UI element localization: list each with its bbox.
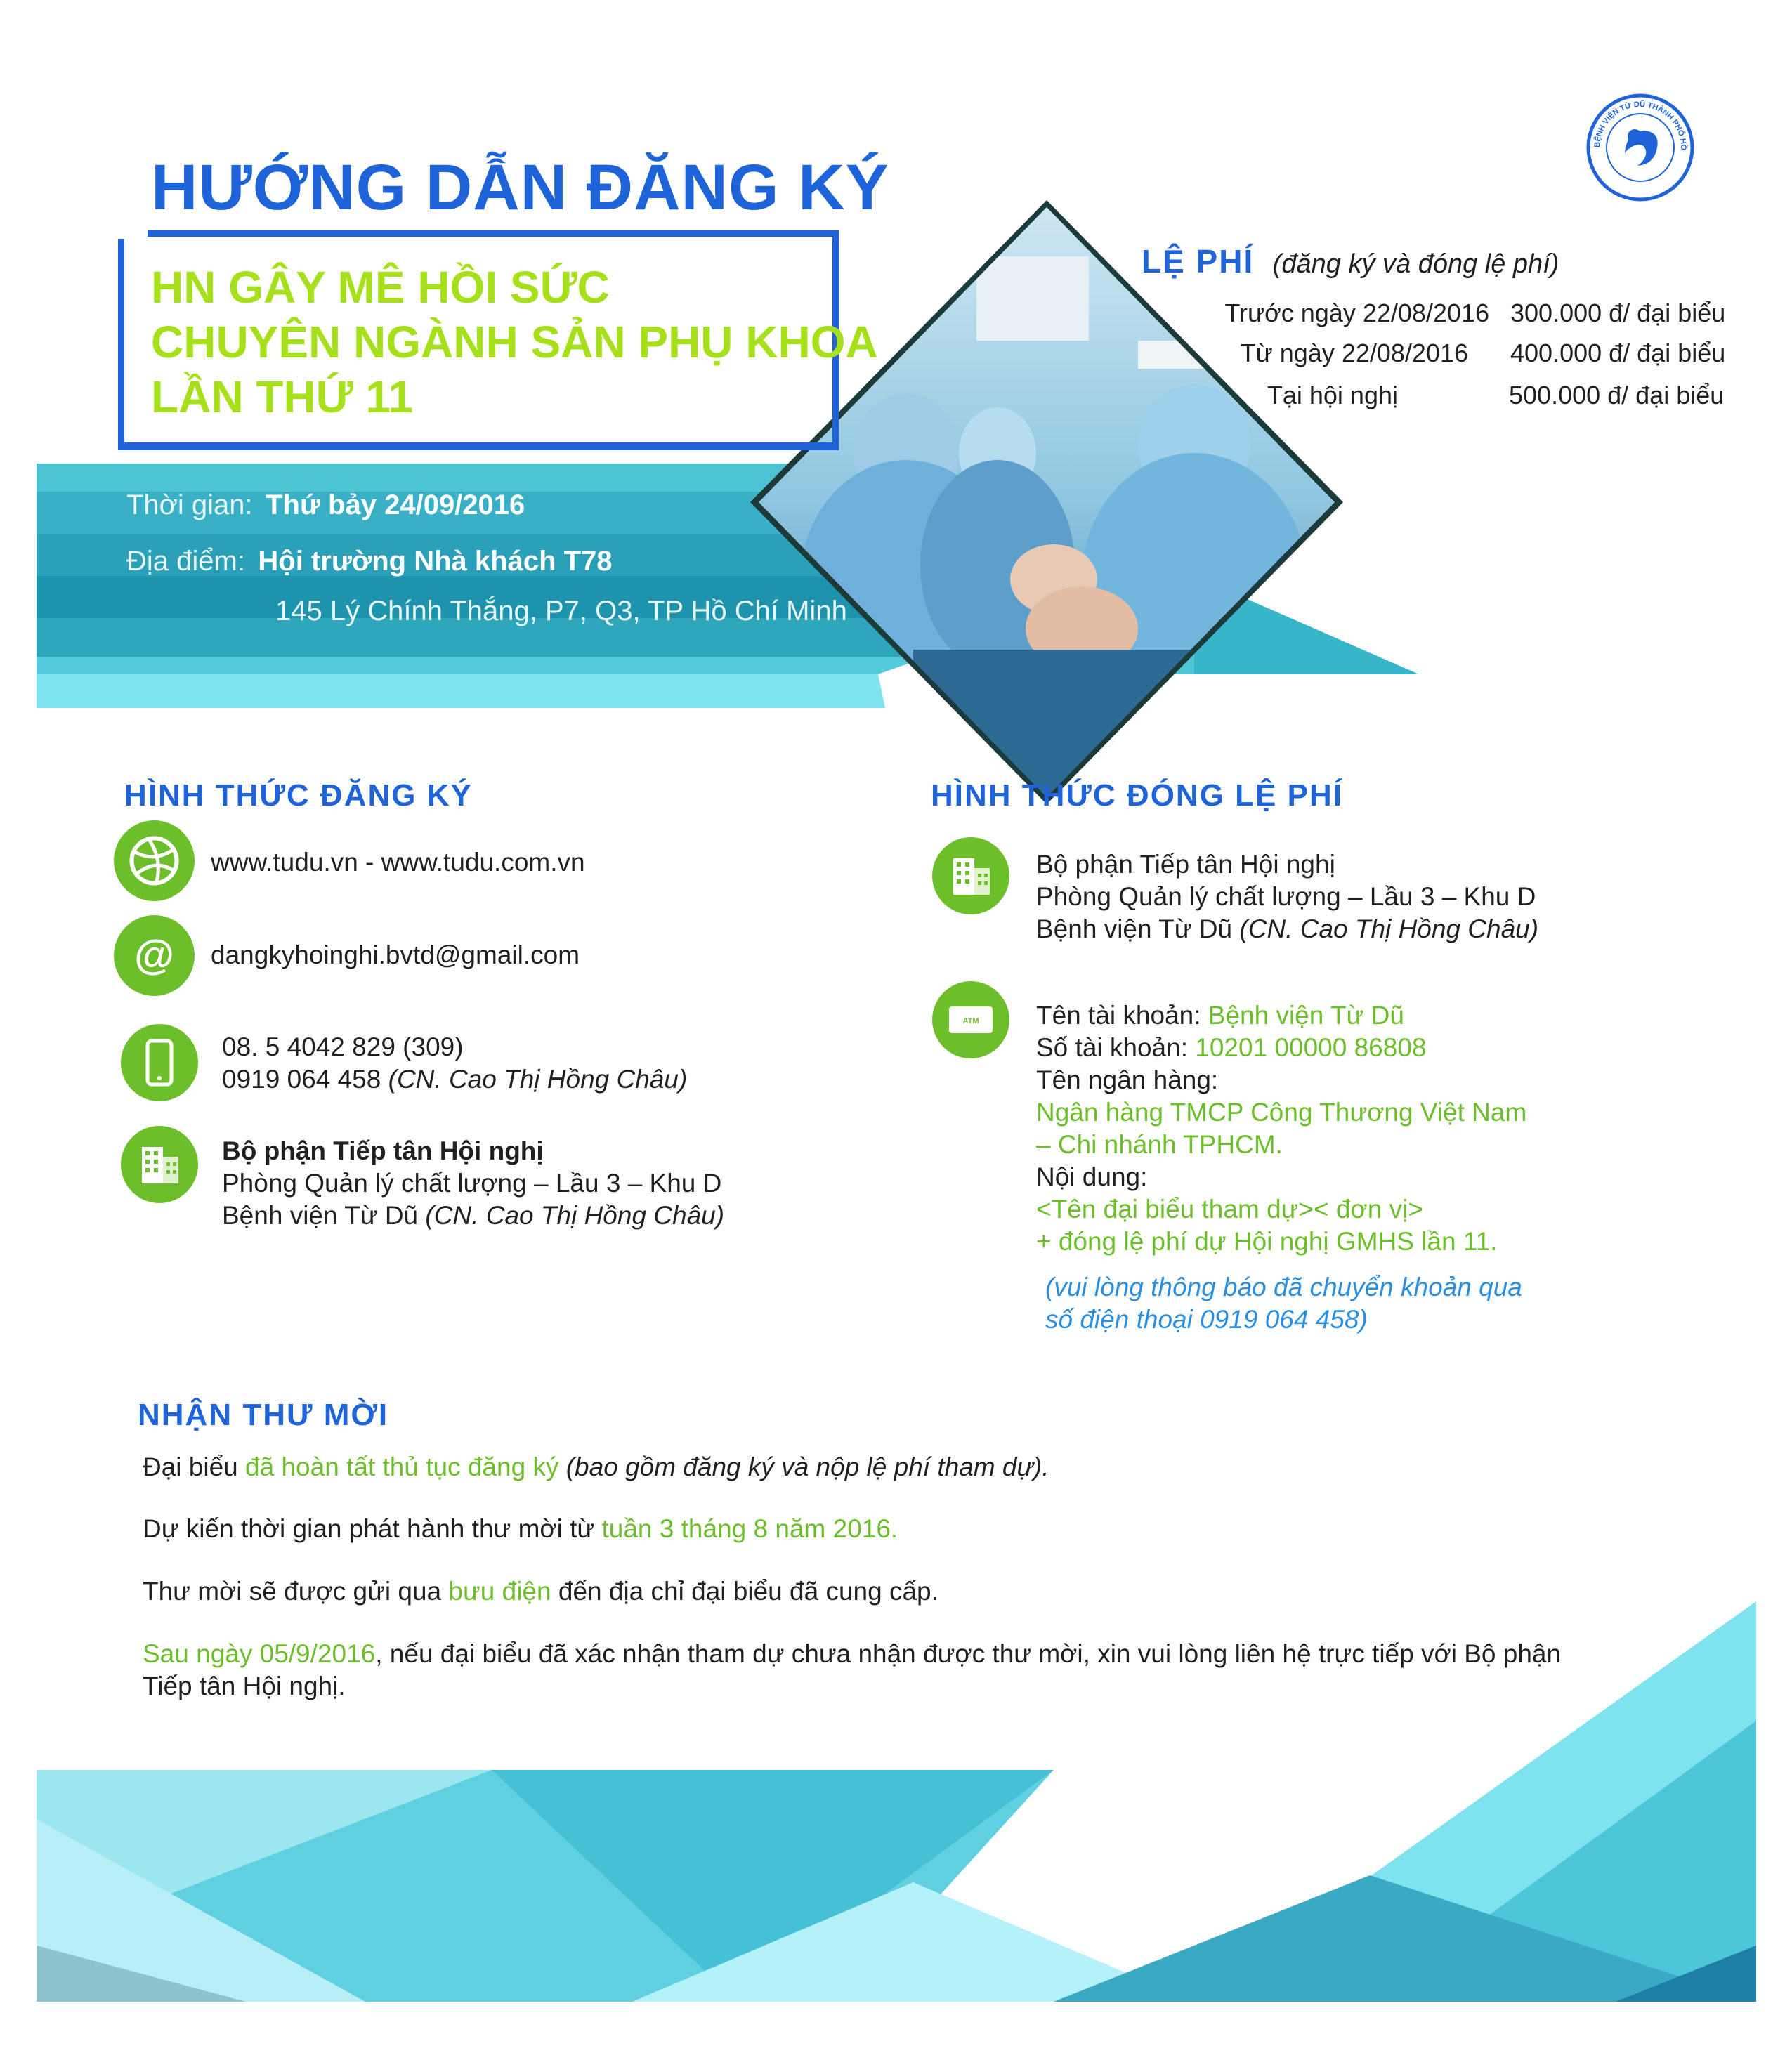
invitation-paragraph-4 [143,1638,1561,1670]
atm-card-icon [932,981,1009,1058]
at-icon [114,915,195,996]
fee-row [1194,381,1398,410]
fee-row [1194,298,1489,328]
website-text[interactable]: www.tudu.vn - www.tudu.com.vn [211,848,585,877]
content-label: Nội dung: [1036,1162,1148,1191]
invitation-paragraph-2 [143,1513,898,1545]
fee-title: LỆ PHÍ [1142,243,1255,280]
account-number-label: Số tài khoản: [1036,1033,1188,1062]
fee-row-label: Tại hội nghị [1267,381,1398,409]
event-place [126,546,613,577]
invitation-paragraph-3 [143,1575,938,1608]
bank-name-line-1: Ngân hàng TMCP Công Thương Việt Nam [1036,1098,1527,1127]
fee-row-amount: 500.000 đ/ đại biểu [1509,381,1725,409]
event-address: 145 Lý Chính Thắng, P7, Q3, TP Hồ Chí Minh [275,596,847,626]
building-icon [932,837,1009,914]
fee-note: (đăng ký và đóng lệ phí) [1272,249,1559,279]
p2-highlight: tuần 3 tháng 8 năm 2016. [601,1514,898,1543]
office-contact: (CN. Cao Thị Hồng Châu) [425,1201,725,1230]
logo-lettering: BỆNH VIỆN TỪ DŨ THÀNH PHỐ HỒ [1592,100,1688,151]
email-text[interactable]: dangkyhoinghi.bvtd@gmail.com [211,940,580,969]
phone-contact: (CN. Cao Thị Hồng Châu) [388,1065,688,1094]
pay-office-line-1: Bộ phận Tiếp tân Hội nghị [1036,850,1335,879]
registration-heading: HÌNH THỨC ĐĂNG KÝ [124,778,473,813]
p1-highlight: đã hoàn tất thủ tục đăng ký [245,1452,559,1481]
event-box-gap [112,226,148,239]
account-number-value: 10201 00000 86808 [1195,1033,1427,1062]
p3-text-a: Thư mời sẽ được gửi qua [143,1577,442,1606]
bank-label: Tên ngân hàng: [1036,1065,1219,1094]
invitation-paragraph-1 [143,1451,1049,1483]
event-title-line-2: CHUYÊN NGÀNH SẢN PHỤ KHOA [151,317,878,367]
time-value: Thứ bảy 24/09/2016 [266,490,525,520]
event-title-line-3: LẦN THỨ 11 [151,372,414,422]
account-name-value: Bệnh viện Từ Dũ [1208,1001,1404,1030]
p1-note: (bao gồm đăng ký và nộp lệ phí tham dự). [565,1452,1049,1481]
svg-text:@: @ [134,932,174,978]
pay-office-line-3 [1036,913,1538,945]
content-line-2: + đóng lệ phí dự Hội nghị GMHS lần 11. [1036,1227,1498,1256]
fee-heading [1142,242,1559,280]
pay-office-hospital: Bệnh viện Từ Dũ [1036,914,1233,943]
pay-office-contact: (CN. Cao Thị Hồng Châu) [1239,914,1539,943]
page-title: HƯỚNG DẪN ĐĂNG KÝ [151,152,889,223]
office-title: Bộ phận Tiếp tân Hội nghị [222,1136,544,1165]
p1-text-a: Đại biểu [143,1452,238,1481]
fee-row-label: Trước ngày 22/08/2016 [1224,298,1489,327]
office-hospital: Bệnh viện Từ Dũ [222,1201,419,1230]
office-line-3 [222,1200,724,1232]
event-time [126,490,525,521]
content-line-1: <Tên đại biểu tham dự>< đơn vị> [1036,1195,1423,1223]
p2-text-a: Dự kiến thời gian phát hành thư mời từ [143,1514,595,1543]
transfer-notice-line-2: số điện thoại 0919 064 458) [1045,1305,1368,1334]
phone-icon [121,1024,198,1101]
time-label: Thời gian: [126,490,253,520]
account-name-label: Tên tài khoản: [1036,1001,1201,1030]
account-number [1036,1032,1427,1064]
p4-highlight: Sau ngày 05/9/2016 [143,1639,376,1668]
invitation-paragraph-4-line-2: Tiếp tân Hội nghị. [143,1672,346,1700]
event-title-line-1: HN GÂY MÊ HỒI SỨC [151,262,610,313]
p4-text-b: , nếu đại biểu đã xác nhận tham dự chưa nhận được thư mời, xin vui lòng liên hệ trực tiếp với Bộ phận [375,1639,1562,1668]
fee-row [1194,339,1468,368]
payment-heading: HÌNH THỨC ĐÓNG LỆ PHÍ [931,778,1343,813]
fee-row-amount: 400.000 đ/ đại biểu [1510,339,1726,367]
fee-row-label: Từ ngày 22/08/2016 [1240,339,1468,367]
transfer-notice-line-1: (vui lòng thông báo đã chuyển khoản qua [1045,1273,1522,1301]
phone-line-2 [222,1063,687,1096]
pay-office-line-2: Phòng Quản lý chất lượng – Lầu 3 – Khu D [1036,882,1536,911]
account-name [1036,999,1404,1032]
p3-text-c: đến địa chỉ đại biểu đã cung cấp. [558,1577,938,1606]
phone-line-1[interactable]: 08. 5 4042 829 (309) [222,1032,464,1061]
building-icon [121,1126,198,1203]
event-title [151,260,878,424]
place-label: Địa điểm: [126,546,245,577]
globe-icon [114,820,195,901]
invitation-heading: NHẬN THƯ MỜI [138,1398,389,1432]
p3-highlight: bưu điện [448,1577,551,1606]
atm-label: ATM [962,1017,979,1025]
place-value: Hội trường Nhà khách T78 [258,546,613,577]
fee-row-amount: 300.000 đ/ đại biểu [1510,298,1726,327]
bank-name-line-2: – Chi nhánh TPHCM. [1036,1130,1283,1159]
phone-number[interactable]: 0919 064 458 [222,1065,381,1094]
office-line-2: Phòng Quản lý chất lượng – Lầu 3 – Khu D [222,1169,722,1198]
